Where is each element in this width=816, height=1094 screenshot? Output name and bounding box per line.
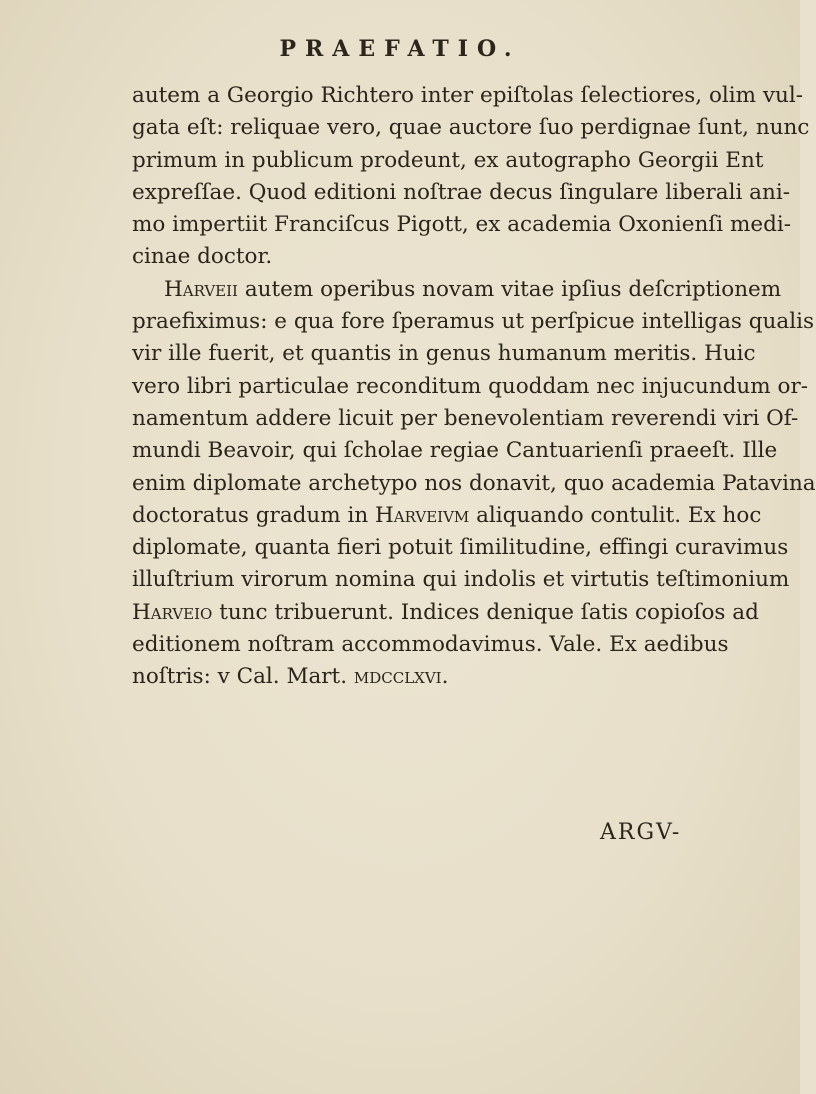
text-line: vir ille fuerit, et quantis in genus humanum meritis. Huic [132, 341, 756, 367]
text-line: vero libri particulae reconditum quoddam nec injucundum or- [132, 373, 808, 399]
body-text [132, 80, 816, 694]
text-line: enim diplomate archetypo nos donavit, quo academia Patavina [132, 470, 816, 496]
text-line: autem a Georgio Richtero inter epiſtolas ſelectiores, olim vul- [132, 83, 804, 108]
text-line: praefiximus: e qua fore ſperamus ut perſpicue intelligas qualis [132, 309, 814, 335]
smallcaps-word: Harveio [132, 599, 213, 625]
smallcaps-word: mdcclxvi. [353, 664, 449, 690]
text-line: diplomate, quanta fieri potuit ſimilitudine, effingi curavimus [132, 535, 789, 561]
text-line: editionem noſtram accommodavimus. Vale. Ex aedibus [132, 632, 729, 658]
text-line: gata eſt: reliquae vero, quae auctore ſuo perdignae ſunt, nunc [132, 115, 810, 141]
text-line: Harveio tunc tribuerunt. Indices denique ſatis copioſos ad [132, 599, 759, 625]
running-header: PRAEFATIO. [279, 36, 521, 62]
text-line: expreſſae. Quod editioni noſtrae decus ſingulare liberali ani- [132, 179, 790, 205]
text-line: doctoratus gradum in Harveivm aliquando contulit. Ex hoc [132, 502, 762, 528]
catchword: ARGV- [600, 820, 682, 845]
text-line: cinae doctor. [132, 244, 273, 270]
text-line: mo impertiit Franciſcus Pigott, ex academia Oxonienſi medi- [132, 212, 791, 238]
text-line: mundi Beavoir, qui ſcholae regiae Cantuarienſi praeeſt. Ille [132, 438, 778, 464]
smallcaps-word: Harveii [164, 276, 238, 302]
text-line: primum in publicum prodeunt, ex autographo Georgii Ent [132, 147, 764, 173]
smallcaps-word: Harveivm [375, 502, 470, 528]
text-line: illuſtrium virorum nomina qui indolis et virtutis teſtimonium [132, 567, 790, 593]
text-line: namentum addere licuit per benevolentiam reverendi viri Of- [132, 405, 799, 431]
text-line-paragraph-start: Harveii autem operibus novam vitae ipſius deſcriptionem [164, 276, 782, 302]
text-line: noſtris: v Cal. Mart. mdcclxvi. [132, 664, 449, 690]
